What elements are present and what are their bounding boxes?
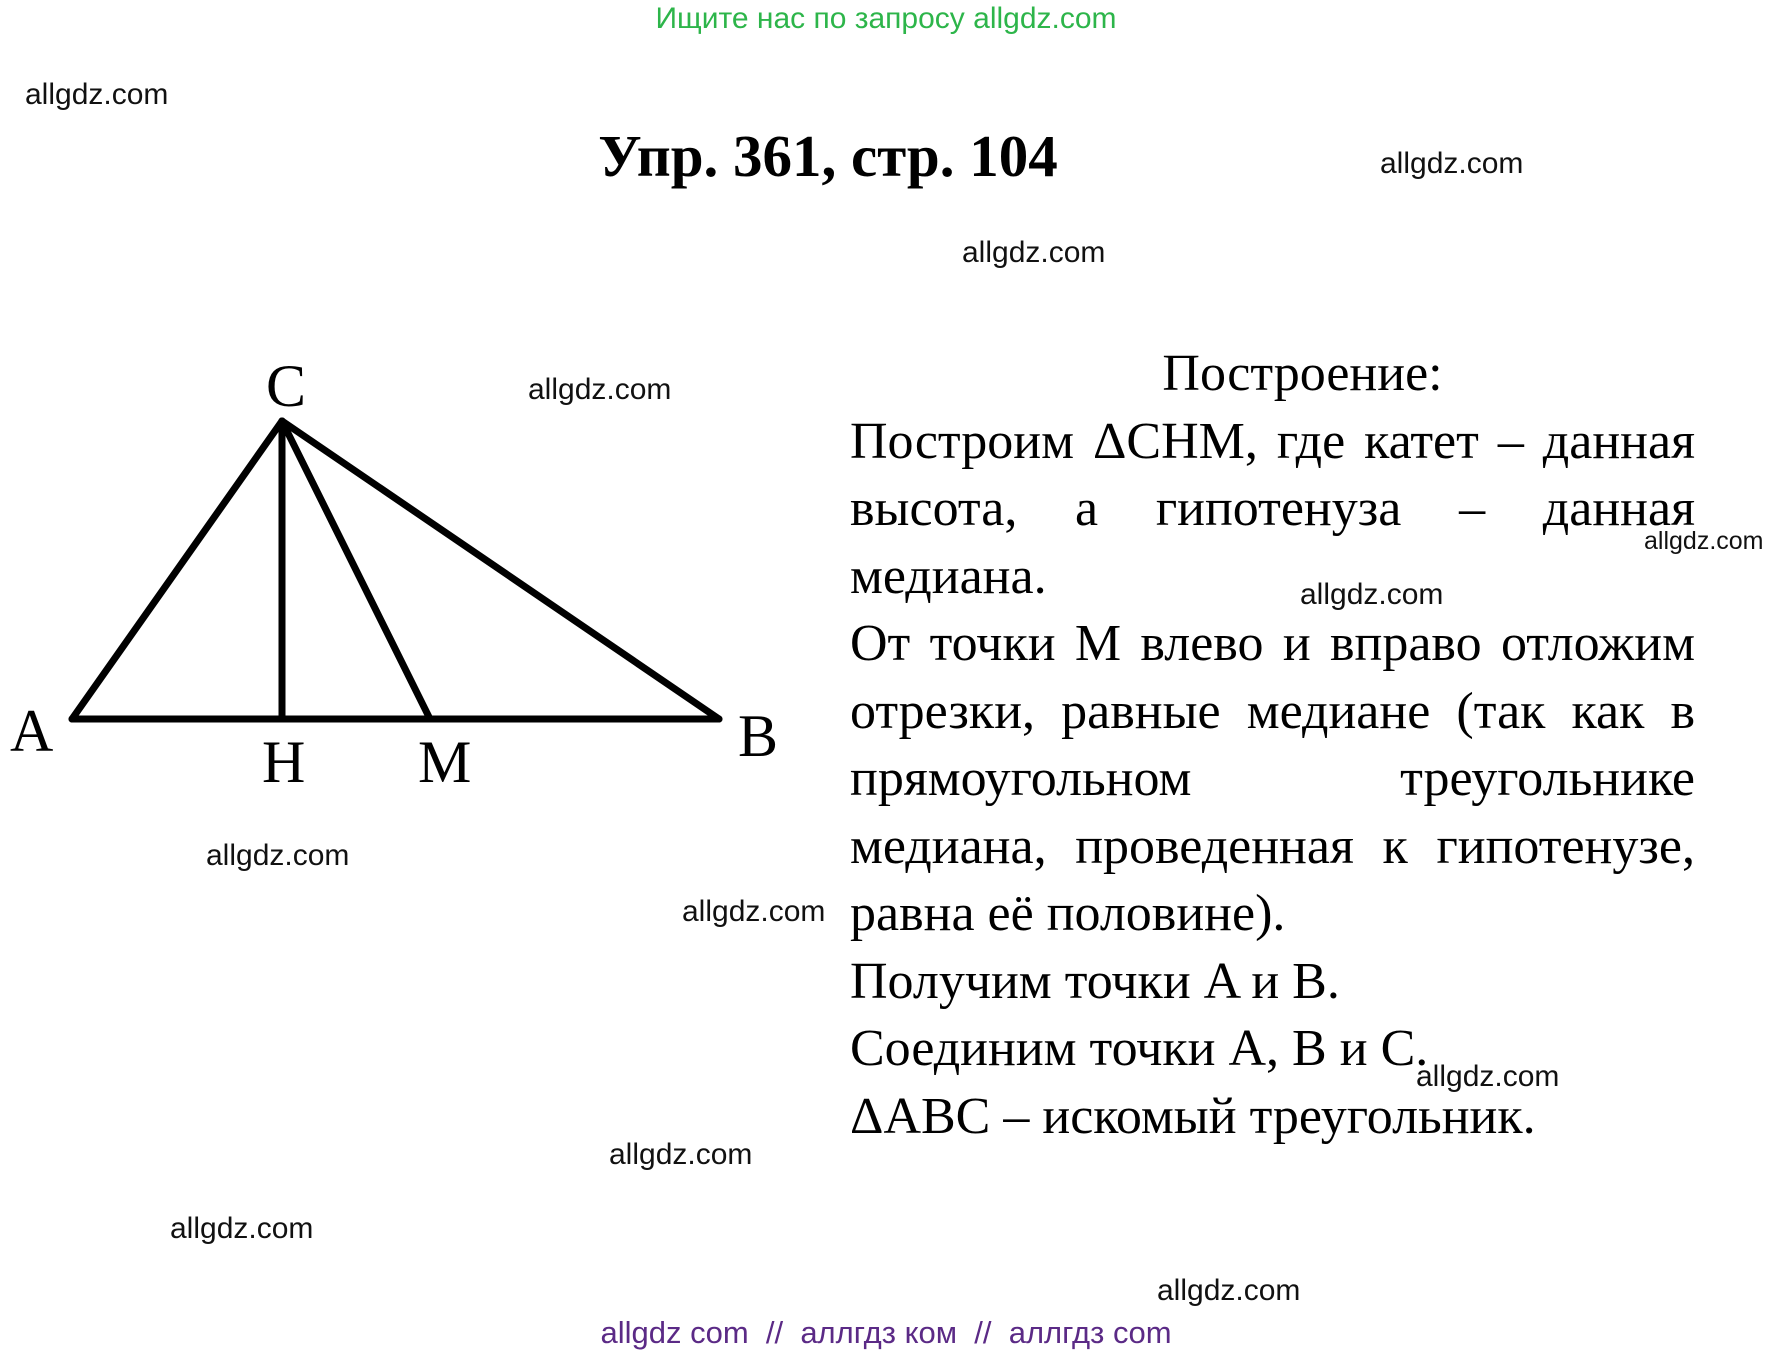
vertex-label-h: H (262, 729, 306, 795)
watermark: allgdz.com (528, 373, 672, 406)
watermark: allgdz.com (1157, 1274, 1301, 1307)
watermark: allgdz.com (1416, 1060, 1560, 1093)
segment-ac (72, 421, 282, 719)
solution-heading: Построение: (1162, 345, 1443, 402)
solution-paragraph: Построим ΔCHM, где катет – данная высота, а гипотенуза – данная медиана. (850, 412, 1695, 605)
triangle-figure (0, 340, 800, 800)
watermark: allgdz.com (682, 895, 826, 928)
watermark: allgdz.com (1380, 147, 1524, 180)
segment-cb (282, 421, 719, 719)
solution-paragraph: Получим точки A и B. (850, 952, 1340, 1010)
watermark: allgdz.com (1644, 527, 1764, 555)
segment-cm-median (282, 421, 430, 719)
vertex-label-a: A (10, 698, 54, 764)
watermark: allgdz.com (206, 839, 350, 872)
solution-paragraph: Соединим точки A, B и C. (850, 1020, 1429, 1077)
watermark: allgdz.com (170, 1212, 314, 1245)
watermark: allgdz.com (962, 236, 1106, 269)
solution-paragraph: ΔABC – искомый треугольник. (850, 1087, 1536, 1145)
top-banner: Ищите нас по запросу allgdz.com (655, 2, 1117, 35)
page-title: Упр. 361, стр. 104 (598, 123, 1058, 189)
vertex-label-c: C (266, 353, 307, 419)
vertex-label-m: M (418, 729, 472, 795)
watermark: allgdz.com (25, 78, 169, 111)
vertex-label-b: B (738, 703, 779, 769)
solution-text (850, 340, 1695, 1150)
watermark: allgdz.com (1300, 578, 1444, 611)
solution-paragraph: От точки M влево и вправо отложим отрезки, равные медиане (так как в прямоугольном треугольнике медиана, проведенная к гипотенузе, равна её половине). (850, 615, 1695, 942)
footer-links: allgdz com // аллгдз ком // аллгдз com (600, 1315, 1172, 1350)
watermark: allgdz.com (609, 1138, 753, 1171)
